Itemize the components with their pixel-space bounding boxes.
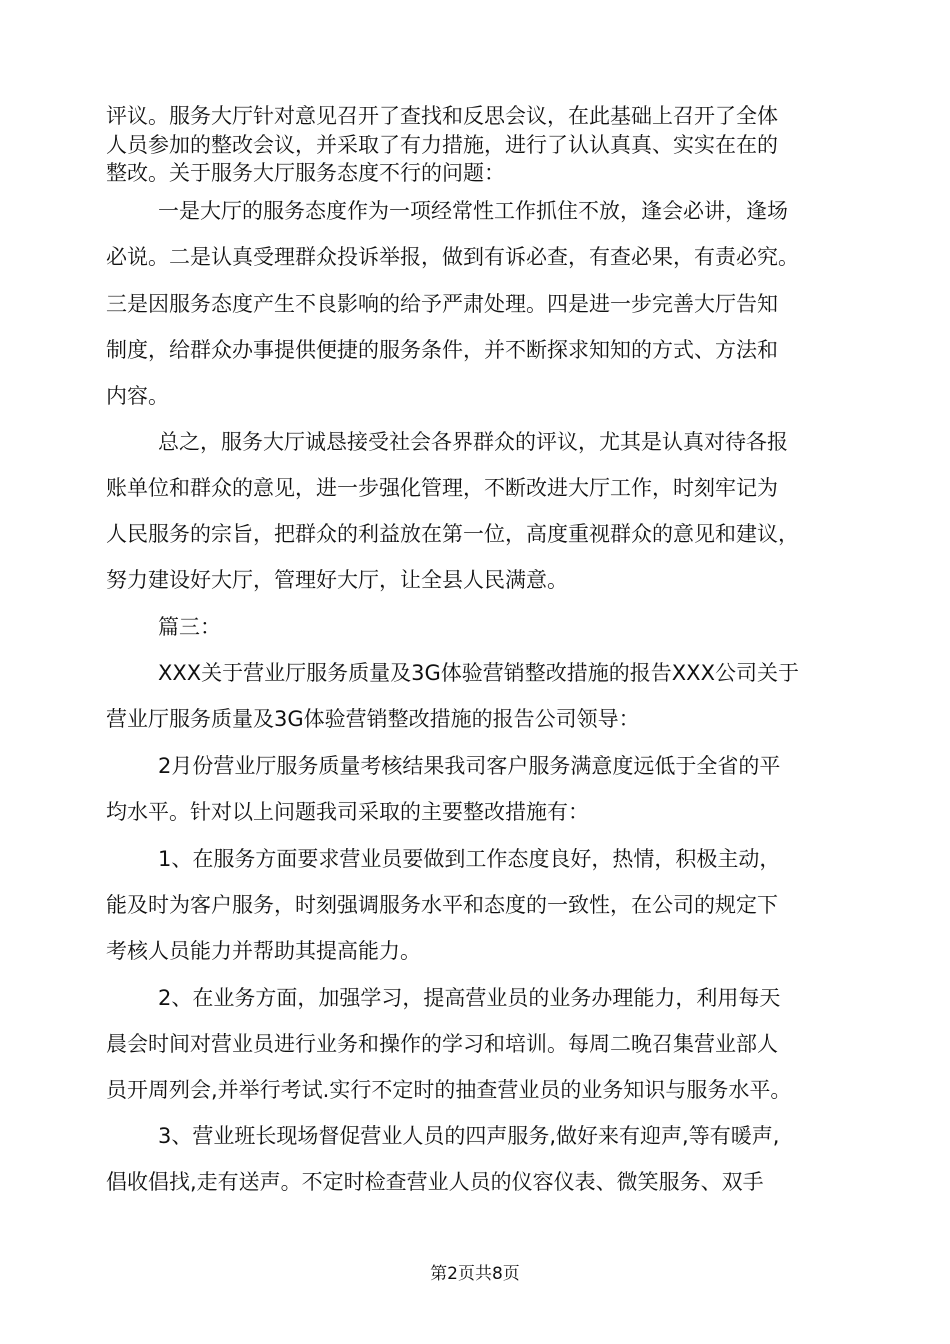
text-line: 整改。关于服务大厅服务态度不行的问题：: [106, 161, 505, 185]
text-line: 3、营业班长现场督促营业人员的四声服务,做好来有迎声,等有暖声,: [158, 1124, 780, 1148]
section-heading: 篇三：: [158, 615, 221, 639]
text-line: 营业厅服务质量及3G体验营销整改措施的报告公司领导：: [106, 707, 640, 731]
text-line: 人员参加的整改会议，并采取了有力措施，进行了认认真真、实实在在的: [106, 133, 778, 157]
page-footer: 第2页共8页: [430, 1264, 520, 1284]
text-line: 内容。: [106, 384, 169, 408]
text-line: 考核人员能力并帮助其提高能力。: [106, 939, 421, 963]
text-line: 员开周列会,并举行考试.实行不定时的抽查营业员的业务知识与服务水平。: [106, 1078, 792, 1102]
text-line: 账单位和群众的意见，进一步强化管理，不断改进大厅工作，时刻牢记为: [106, 476, 778, 500]
text-line: 制度，给群众办事提供便捷的服务条件，并不断探求知知的方式、方法和: [106, 338, 778, 362]
text-line: 晨会时间对营业员进行业务和操作的学习和培训。每周二晚召集营业部人: [106, 1032, 778, 1056]
text-line: 能及时为客户服务，时刻强调服务水平和态度的一致性，在公司的规定下: [106, 893, 778, 917]
text-line: 均水平。针对以上问题我司采取的主要整改措施有：: [106, 800, 589, 824]
text-line: 2月份营业厅服务质量考核结果我司客户服务满意度远低于全省的平: [158, 754, 781, 778]
text-line: 1、在服务方面要求营业员要做到工作态度良好，热情，积极主动，: [158, 847, 781, 871]
text-line: 三是因服务态度产生不良影响的给予严肃处理。四是进一步完善大厅告知: [106, 292, 778, 316]
text-line: 努力建设好大厅，管理好大厅，让全县人民满意。: [106, 568, 568, 592]
text-line: 总之，服务大厅诚恳接受社会各界群众的评议，尤其是认真对待各报: [158, 430, 788, 454]
text-line: 必说。二是认真受理群众投诉举报，做到有诉必查，有查必果，有责必究。: [106, 245, 799, 269]
text-line: XXX关于营业厅服务质量及3G体验营销整改措施的报告XXX公司关于: [158, 661, 799, 685]
text-line: 人民服务的宗旨，把群众的利益放在第一位，高度重视群众的意见和建议，: [106, 522, 799, 546]
text-line: 倡收倡找,走有送声。不定时检查营业人员的仪容仪表、微笑服务、双手: [106, 1170, 764, 1194]
text-line: 一是大厅的服务态度作为一项经常性工作抓住不放，逢会必讲，逢场: [158, 199, 788, 223]
text-line: 2、在业务方面，加强学习，提高营业员的业务办理能力，利用每天: [158, 986, 781, 1010]
text-line: 评议。服务大厅针对意见召开了查找和反思会议，在此基础上召开了全体: [106, 104, 778, 128]
